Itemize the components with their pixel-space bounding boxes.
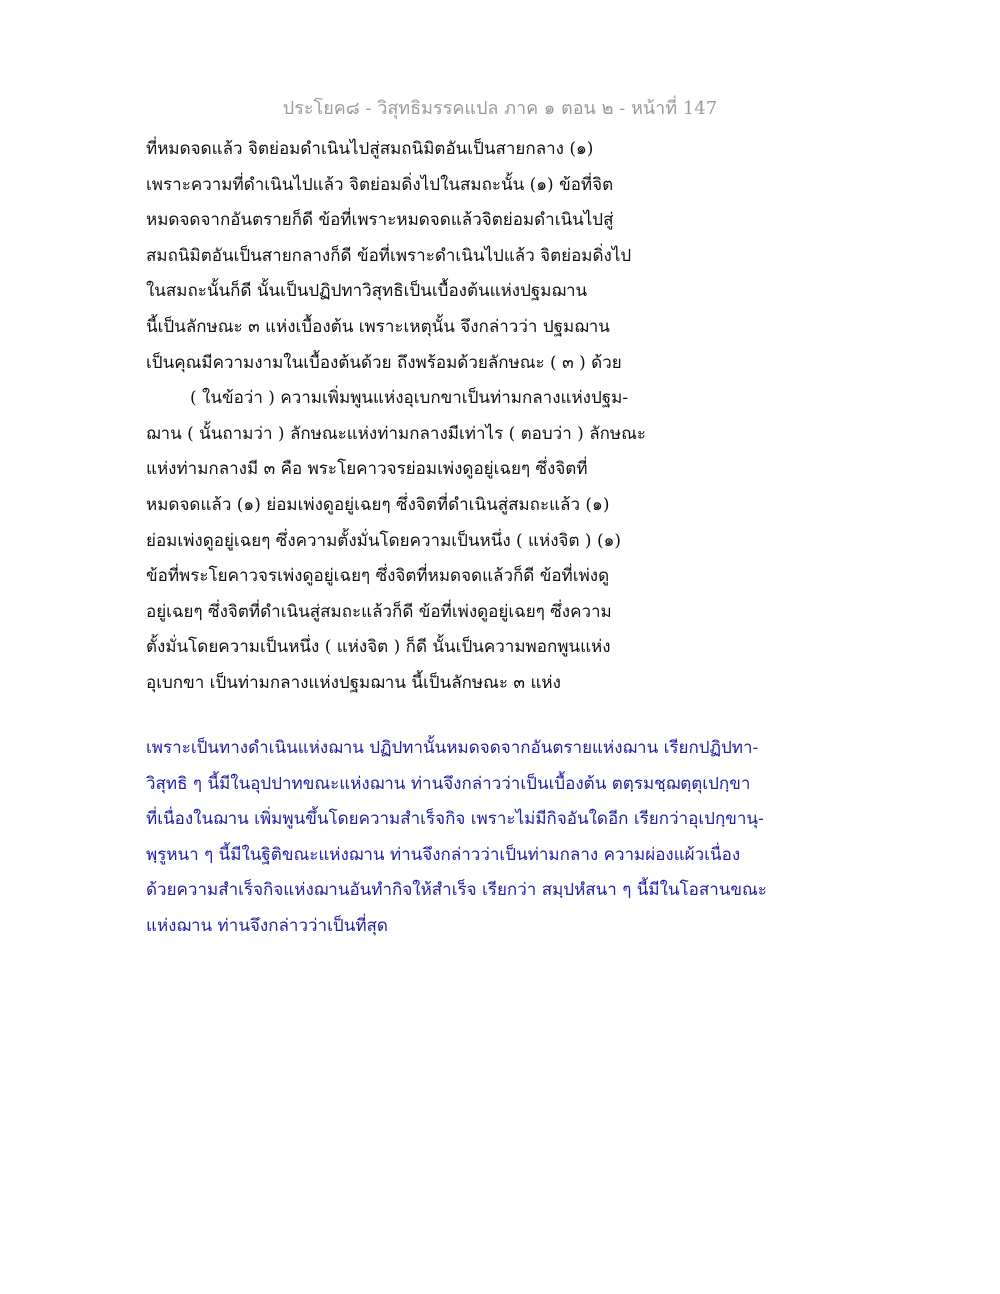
main-text-line: หมดจดแล้ว (๑) ย่อมเพ่งดูอยู่เฉยๆ ซึ่งจิตที่ดำเนินสู่สมถะแล้ว (๑) <box>146 494 610 515</box>
page-header: ประโยค๘ - วิสุทธิมรรคแปล ภาค ๑ ตอน ๒ - หน้าที่ 147 <box>282 98 718 119</box>
main-text-line: ( ในข้อว่า ) ความเพิ่มพูนแห่งอุเบกขาเป็นท่ามกลางแห่งปฐม- <box>190 388 629 409</box>
commentary-line: ด้วยความสำเร็จกิจแห่งฌานอันทำกิจให้สำเร็จ เรียกว่า สมฺปหํสนา ๆ นี้มีในโอสานขณะ <box>146 880 767 900</box>
commentary-line: พฺรูหนา ๆ นี้มีในฐิติขณะแห่งฌาน ท่านจึงกล่าวว่าเป็นท่ามกลาง ความผ่องแผ้วเนื่อง <box>146 844 741 865</box>
main-text-line: หมดจดจากอันตรายก็ดี ข้อที่เพราะหมดจดแล้วจิตย่อมดำเนินไปสู่ <box>146 210 614 231</box>
main-text-line: ย่อมเพ่งดูอยู่เฉยๆ ซึ่งความตั้งมั่นโดยความเป็นหนึ่ง ( แห่งจิต ) (๑) <box>146 530 622 551</box>
main-text-line: ในสมถะนั้นก็ดี นั้นเป็นปฏิปทาวิสุทธิเป็นเบื้องต้นแห่งปฐมฌาน <box>146 281 588 302</box>
main-text-block <box>146 132 866 702</box>
commentary-line: วิสุทธิ ๆ นี้มีในอุปปาทขณะแห่งฌาน ท่านจึงกล่าวว่าเป็นเบื้องต้น ตตฺรมชฺฌตฺตุเปกฺขา <box>146 773 751 794</box>
main-text-line: เป็นคุณมีความงามในเบื้องต้นด้วย ถึงพร้อมด้วยลักษณะ ( ๓ ) ด้วย <box>146 352 622 373</box>
commentary-text-block <box>146 731 866 944</box>
main-text-line: ที่หมดจดแล้ว จิตย่อมดำเนินไปสู่สมถนิมิตอันเป็นสายกลาง (๑) <box>146 139 594 159</box>
main-text-line: อยู่เฉยๆ ซึ่งจิตที่ดำเนินสู่สมถะแล้วก็ดี ข้อที่เพ่งดูอยู่เฉยๆ ซึ่งความ <box>146 601 612 622</box>
main-text-line: นี้เป็นลักษณะ ๓ แห่งเบื้องต้น เพราะเหตุนั้น จึงกล่าวว่า ปฐมฌาน <box>146 316 610 337</box>
main-text-line: สมถนิมิตอันเป็นสายกลางก็ดี ข้อที่เพราะดำเนินไปแล้ว จิตย่อมดิ่งไป <box>146 245 632 266</box>
main-text-line: ตั้งมั่นโดยความเป็นหนึ่ง ( แห่งจิต ) ก็ดี นั้นเป็นความพอกพูนแห่ง <box>146 637 611 658</box>
commentary-line: แห่งฌาน ท่านจึงกล่าวว่าเป็นที่สุด <box>146 915 388 936</box>
main-text-line: เพราะความที่ดำเนินไปแล้ว จิตย่อมดิ่งไปในสมถะนั้น (๑) ข้อที่จิต <box>146 174 614 195</box>
main-text-line: ข้อที่พระโยคาวจรเพ่งดูอยู่เฉยๆ ซึ่งจิตที่หมดจดแล้วก็ดี ข้อที่เพ่งดู <box>146 566 610 587</box>
commentary-line: เพราะเป็นทางดำเนินแห่งฌาน ปฏิปทานั้นหมดจดจากอันตรายแห่งฌาน เรียกปฏิปทา- <box>146 738 759 758</box>
commentary-line: ที่เนื่องในฌาน เพิ่มพูนขึ้นโดยความสำเร็จกิจ เพราะไม่มีกิจอันใดอีก เรียกว่าอุเปกฺขานุ- <box>146 809 764 829</box>
main-text-line: ฌาน ( นั้นถามว่า ) ลักษณะแห่งท่ามกลางมีเท่าไร ( ตอบว่า ) ลักษณะ <box>146 423 647 444</box>
main-text-line: อุเบกขา เป็นท่ามกลางแห่งปฐมฌาน นี้เป็นลักษณะ ๓ แห่ง <box>146 672 561 693</box>
main-text-line: แห่งท่ามกลางมี ๓ คือ พระโยคาวจรย่อมเพ่งดูอยู่เฉยๆ ซึ่งจิตที่ <box>146 459 588 480</box>
